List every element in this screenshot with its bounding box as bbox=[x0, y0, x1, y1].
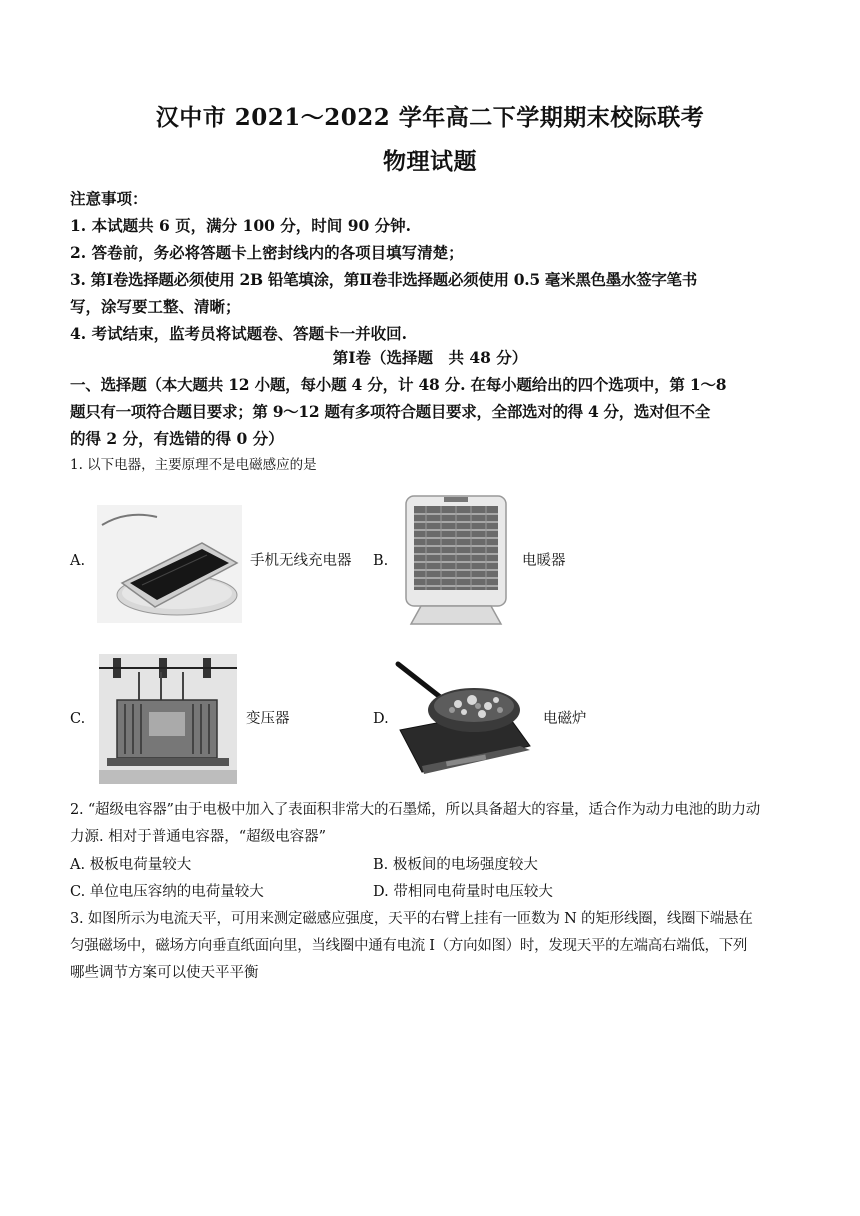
notice-item: 3. 第Ⅰ卷选择题必须使用 2B 铅笔填涂，第Ⅱ卷非选择题必须使用 0.5 毫米黑色墨水签字笔书 bbox=[70, 270, 697, 289]
section-instruction: 的得 2 分，有选错的得 0 分） bbox=[70, 429, 284, 448]
section-instruction: 题只有一项符合题目要求；第 9～12 题有多项符合题目要求，全部选对的得 4 分，选对但不全 bbox=[70, 402, 710, 421]
exam-subject: 物理试题 bbox=[383, 148, 477, 175]
wireless-charger-image bbox=[97, 505, 242, 623]
question-2-stem: 力源. 相对于普通电容器，“超级电容器” bbox=[70, 829, 327, 845]
question-3-stem: 匀强磁场中，磁场方向垂直纸面向里，当线圈中通有电流 I（方向如图）时，发现天平的左端高右端低，下列 bbox=[70, 938, 748, 954]
option-a-letter: A. bbox=[70, 553, 86, 569]
option-b-caption: 电暖器 bbox=[522, 553, 566, 569]
question-2-option: C. 单位电压容纳的电荷量较大 bbox=[70, 884, 264, 900]
question-2-option: B. 极板间的电场强度较大 bbox=[373, 857, 538, 873]
notice-item: 1. 本试题共 6 页，满分 100 分，时间 90 分钟. bbox=[70, 216, 412, 235]
option-b-letter: B. bbox=[373, 553, 389, 569]
notice-item: 4. 考试结束，监考员将试题卷、答题卡一并收回. bbox=[70, 324, 407, 343]
question-2-option: D. 带相同电荷量时电压较大 bbox=[373, 884, 553, 900]
exam-title: 汉中市 2021～2022 学年高二下学期期末校际联考 bbox=[155, 104, 705, 131]
notice-item: 写，涂写要工整、清晰； bbox=[70, 297, 241, 316]
electric-heater-image bbox=[396, 492, 516, 630]
question-2-stem: 2. “超级电容器”由于电极中加入了表面积非常大的石墨烯，所以具备超大的容量，适合作为动力电池的助力动 bbox=[70, 802, 761, 818]
induction-cooker-image bbox=[392, 660, 532, 778]
section-heading: 第Ⅰ卷（选择题 共 48 分） bbox=[332, 348, 528, 367]
option-d-letter: D. bbox=[373, 711, 389, 727]
option-a-caption: 手机无线充电器 bbox=[250, 553, 352, 569]
option-c-letter: C. bbox=[70, 711, 86, 727]
question-2-option: A. 极板电荷量较大 bbox=[70, 857, 192, 873]
option-c-caption: 变压器 bbox=[246, 711, 290, 727]
notice-heading: 注意事项： bbox=[70, 189, 148, 208]
option-d-caption: 电磁炉 bbox=[543, 711, 587, 727]
question-1-stem: 1. 以下电器，主要原理不是电磁感应的是 bbox=[70, 457, 317, 473]
question-3-stem: 3. 如图所示为电流天平，可用来测定磁感应强度，天平的右臂上挂有一匝数为 N 的矩形线圈，线圈下端悬在 bbox=[70, 911, 753, 927]
transformer-image bbox=[99, 654, 237, 784]
question-3-stem: 哪些调节方案可以使天平平衡 bbox=[70, 965, 259, 981]
section-instruction: 一、选择题（本大题共 12 小题，每小题 4 分，计 48 分. 在每小题给出的四个选项中，第 1～8 bbox=[70, 375, 727, 394]
notice-item: 2. 答卷前，务必将答题卡上密封线内的各项目填写清楚； bbox=[70, 243, 464, 262]
